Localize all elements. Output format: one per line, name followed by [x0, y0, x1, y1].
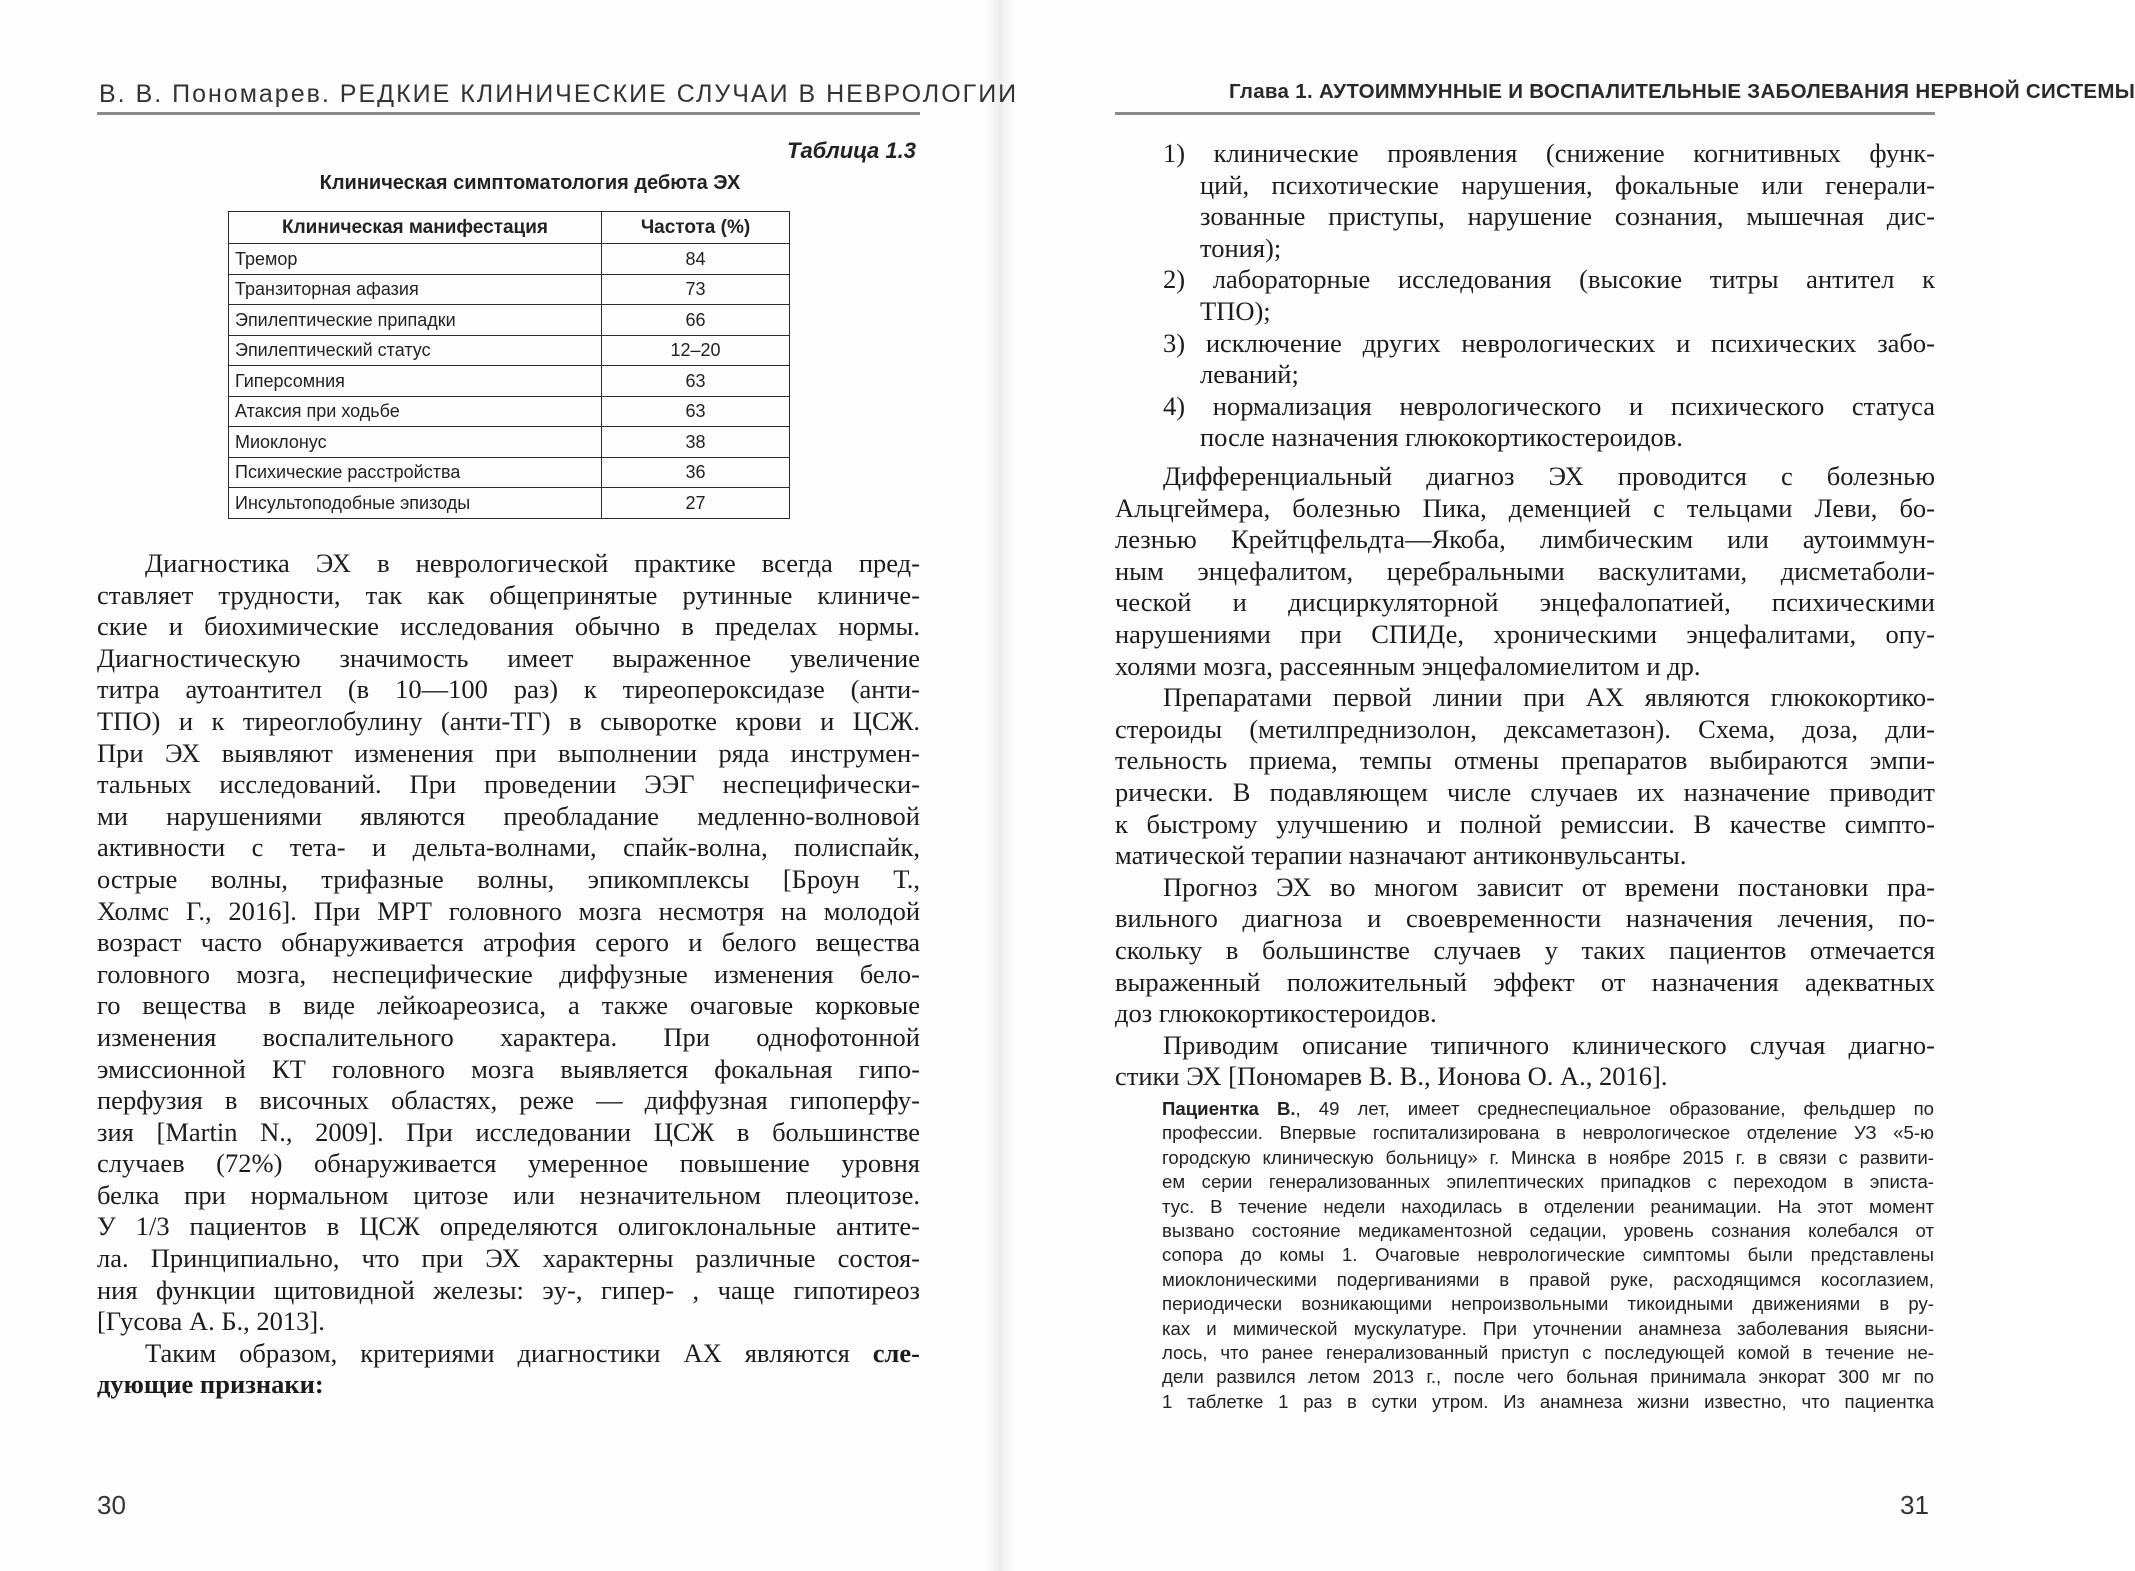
text-line: головного мозга, неспецифические диффузные изменения бело-	[97, 958, 920, 989]
text-line: перфузия в височных областях, реже — диффузная гипоперфу-	[97, 1085, 920, 1116]
text-line: [Гусова А. Б., 2013].	[97, 1306, 325, 1337]
text-line: нарушениями при СПИДе, хроническими энцефалитами, опу-	[1115, 618, 1935, 649]
case-text-line: вызвано состояние медикаментозной седации, уровень сознания колебался от	[1162, 1219, 1934, 1241]
text-line: При ЭХ выявляют изменения при выполнении ряда инструмен-	[97, 737, 920, 768]
book-gutter	[985, 0, 1015, 1571]
table-row	[229, 427, 790, 458]
frequency-cell: 73	[602, 274, 790, 305]
text-line: скольку в большинстве случаев у таких пациентов отмечается	[1115, 934, 1935, 965]
text-line: Диагностическую значимость имеет выраженное увеличение	[97, 642, 920, 673]
right-page	[1015, 0, 2135, 1571]
column-header: Частота (%)	[602, 212, 790, 244]
text-line: стики ЭХ [Пономарев В. В., Ионова О. А., 2016].	[1115, 1061, 1668, 1092]
table-row	[229, 366, 790, 397]
symptom-cell: Эпилептические припадки	[229, 305, 602, 336]
text-line: лезнью Крейтцфельдта—Якоба, лимбическим или аутоиммун-	[1115, 524, 1935, 555]
list-item-line: 2) лабораторные исследования (высокие титры антител к	[1163, 264, 1935, 295]
header-rule-left	[97, 112, 920, 115]
symptom-cell: Гиперсомния	[229, 366, 602, 397]
list-item-line: ций, психотические нарушения, фокальные или генерали-	[1200, 169, 1935, 200]
list-item-line: ТПО);	[1200, 295, 1271, 326]
table-row	[229, 457, 790, 488]
table-body	[229, 244, 790, 519]
page-number-left: 30	[97, 1490, 126, 1520]
text-line: Дифференциальный диагноз ЭХ проводится с болезнью	[1163, 461, 1935, 491]
header-rule-right	[1115, 112, 1935, 115]
case-text-line: сопора до комы 1. Очаговые неврологические симптомы были представлены	[1162, 1244, 1934, 1266]
frequency-cell: 27	[602, 488, 790, 519]
symptom-cell: Инсультоподобные эпизоды	[229, 488, 602, 519]
table-row	[229, 274, 790, 305]
text-line: Холмс Г., 2016]. При МРТ головного мозга несмотря на молодой	[97, 895, 920, 926]
list-item-line: 4) нормализация неврологического и психического статуса	[1163, 390, 1935, 421]
criteria-list	[1115, 138, 1935, 454]
text-line: эмиссионной КТ головного мозга выявляется фокальная гипо-	[97, 1053, 920, 1084]
text-line: ческой и дисциркуляторной энцефалопатией, психическими	[1115, 587, 1935, 618]
case-text-line: ем серии генерализованных эпилептических припадков с переходом в эписта-	[1162, 1171, 1934, 1193]
frequency-cell: 63	[602, 396, 790, 427]
table-row	[229, 488, 790, 519]
frequency-cell: 63	[602, 366, 790, 397]
running-head-right: Глава 1. АУТОИММУННЫЕ И ВОСПАЛИТЕЛЬНЫЕ ЗАБОЛЕВАНИЯ НЕРВНОЙ СИСТЕМЫ	[1229, 80, 2135, 103]
text-line: тальных исследований. При проведении ЭЭГ неспецифически-	[97, 769, 920, 800]
list-item-line: тония);	[1200, 232, 1282, 263]
case-text-line: городскую клиническую больницу» г. Минска в ноябре 2015 г. в связи с развити-	[1162, 1146, 1934, 1168]
text-line: ские и биохимические исследования обычно в пределах нормы.	[97, 611, 920, 642]
text-line: возраст часто обнаруживается атрофия серого и белого вещества	[97, 927, 920, 958]
text-line: ставляет трудности, так как общепринятые рутинные клиниче-	[97, 579, 920, 610]
patient-name: Пациентка В.	[1162, 1098, 1296, 1119]
column-header: Клиническая манифестация	[229, 212, 602, 244]
text-line: го вещества в виде лейкоареозиса, а также очаговые корковые	[97, 990, 920, 1021]
symptom-cell: Атаксия при ходьбе	[229, 396, 602, 427]
closing-text: Таким образом, критериями диагностики АХ являются	[145, 1337, 850, 1368]
list-item-line: после назначения глюкокортикостероидов.	[1200, 422, 1683, 453]
text-line: выраженный положительный эффект от назначения адекватных	[1115, 966, 1935, 997]
text-line: белка при нормальном цитозе или незначительном плеоцитозе.	[97, 1179, 920, 1210]
text-line: Препаратами первой линии при АХ являются глюкокортико-	[1163, 682, 1935, 713]
case-description	[1162, 1097, 1934, 1414]
table-number: Таблица 1.3	[787, 138, 916, 163]
case-text-line: лось, что ранее генерализованный приступ с последующей комой в течение не-	[1162, 1341, 1934, 1363]
case-text-line: ках и мимической мускулатуре. При уточнении анамнеза заболевания выясни-	[1162, 1317, 1934, 1339]
text-line: изменения воспалительного характера. При однофотонной	[97, 1021, 920, 1052]
left-body-lines	[97, 548, 920, 1338]
left-body-text	[97, 548, 920, 1401]
case-lines	[1162, 1121, 1934, 1414]
symptom-cell: Психические расстройства	[229, 457, 602, 488]
closing-bold-text: сле-	[872, 1337, 920, 1368]
text-line: Приводим описание типичного клинического случая диагно-	[1163, 1029, 1935, 1060]
symptom-cell: Транзиторная афазия	[229, 274, 602, 305]
case-text-line: профессии. Впервые госпитализирована в неврологическое отделение УЗ «5-ю	[1162, 1122, 1934, 1144]
case-first-line	[1162, 1097, 1934, 1121]
page-number-right: 31	[1900, 1490, 1929, 1520]
text-line: доз глюкокортикостероидов.	[1115, 998, 1437, 1029]
frequency-cell: 66	[602, 305, 790, 336]
text-line: случаев (72%) обнаруживается умеренное повышение уровня	[97, 1148, 920, 1179]
text-line: Прогноз ЭХ во многом зависит от времени постановки пра-	[1163, 871, 1935, 902]
text-line: рически. В подавляющем числе случаев их назначение приводит	[1115, 776, 1935, 807]
text-line: вильного диагноза и своевременности назначения лечения, по-	[1115, 903, 1935, 934]
symptoms-table	[228, 211, 790, 519]
text-line: ния функции щитовидной железы: эу-, гипер- , чаще гипотиреоз	[97, 1274, 920, 1305]
case-first-line-text: , 49 лет, имеет среднеспециальное образование, фельдшер по	[1295, 1098, 1934, 1119]
table-row	[229, 396, 790, 427]
list-item-line: зованные приступы, нарушение сознания, мышечная дис-	[1200, 201, 1935, 232]
text-line: зия [Martin N., 2009]. При исследовании ЦСЖ в большинстве	[97, 1116, 920, 1147]
symptom-cell: Тремор	[229, 244, 602, 275]
table-row	[229, 335, 790, 366]
text-line: активности с тета- и дельта-волнами, спайк-волна, полиспайк,	[97, 832, 920, 863]
symptom-cell: Миоклонус	[229, 427, 602, 458]
case-text-line: миоклоническими подергиваниями в правой руке, расходящимся косоглазием,	[1162, 1268, 1934, 1290]
text-line: стероиды (метилпреднизолон, дексаметазон). Схема, доза, дли-	[1115, 713, 1935, 744]
text-line: титра аутоантител (в 10—100 раз) к тиреопероксидазе (анти-	[97, 674, 920, 705]
closing-line	[97, 1338, 920, 1370]
list-item-line: 3) исключение других неврологических и психических забо-	[1163, 327, 1935, 358]
right-body-text	[1115, 461, 1935, 1093]
frequency-cell: 38	[602, 427, 790, 458]
table-row	[229, 244, 790, 275]
running-head-left: В. В. Пономарев. РЕДКИЕ КЛИНИЧЕСКИЕ СЛУЧАИ В НЕВРОЛОГИИ	[99, 80, 1019, 108]
text-line: Альцгеймера, болезнью Пика, деменцией с тельцами Леви, бо-	[1115, 492, 1935, 523]
text-line: ТПО) и к тиреоглобулину (анти-ТГ) в сыворотке крови и ЦСЖ.	[97, 705, 920, 736]
text-line: ми нарушениями являются преобладание медленно-волновой	[97, 800, 920, 831]
text-line: Диагностика ЭХ в неврологической практике всегда пред-	[145, 548, 920, 578]
text-line: У 1/3 пациентов в ЦСЖ определяются олигоклональные антите-	[97, 1211, 920, 1242]
text-line: острые волны, трифазные волны, эпикомплексы [Броун Т.,	[97, 863, 920, 894]
text-line: ла. Принципиально, что при ЭХ характерны различные состоя-	[97, 1243, 920, 1274]
frequency-cell: 12–20	[602, 335, 790, 366]
case-text-line: периодически возникающими непроизвольными тикоидными движениями в ру-	[1162, 1293, 1934, 1315]
text-line: матической терапии назначают антиконвульсанты.	[1115, 840, 1687, 871]
left-page	[0, 0, 1019, 1571]
list-item-line: 1) клинические проявления (снижение когнитивных функ-	[1163, 138, 1935, 168]
frequency-cell: 36	[602, 457, 790, 488]
text-line: к быстрому улучшению и полной ремиссии. В качестве симпто-	[1115, 808, 1935, 839]
case-text-line: дели развился летом 2013 г., после чего больная принимала энкорат 300 мг по	[1162, 1366, 1934, 1388]
list-item-line: леваний;	[1200, 359, 1299, 390]
table-row	[229, 305, 790, 336]
symptom-cell: Эпилептический статус	[229, 335, 602, 366]
table-title: Клиническая симптоматология дебюта ЭХ	[319, 172, 741, 194]
case-text-line: 1 таблетке 1 раз в сутки утром. Из анамнеза жизни известно, что пациентка	[1162, 1390, 1934, 1412]
text-line: холями мозга, рассеянным энцефаломиелитом и др.	[1115, 650, 1701, 681]
case-text-line: тус. В течение недели находилась в отделении реанимации. На этот момент	[1162, 1195, 1934, 1217]
text-line: тельность приема, темпы отмены препаратов выбираются эмпи-	[1115, 745, 1935, 776]
closing-bold-line: дующие признаки:	[97, 1369, 324, 1400]
table-header-row	[229, 212, 790, 244]
text-line: ным энцефалитом, церебральными васкулитами, дисметаболи-	[1115, 555, 1935, 586]
frequency-cell: 84	[602, 244, 790, 275]
